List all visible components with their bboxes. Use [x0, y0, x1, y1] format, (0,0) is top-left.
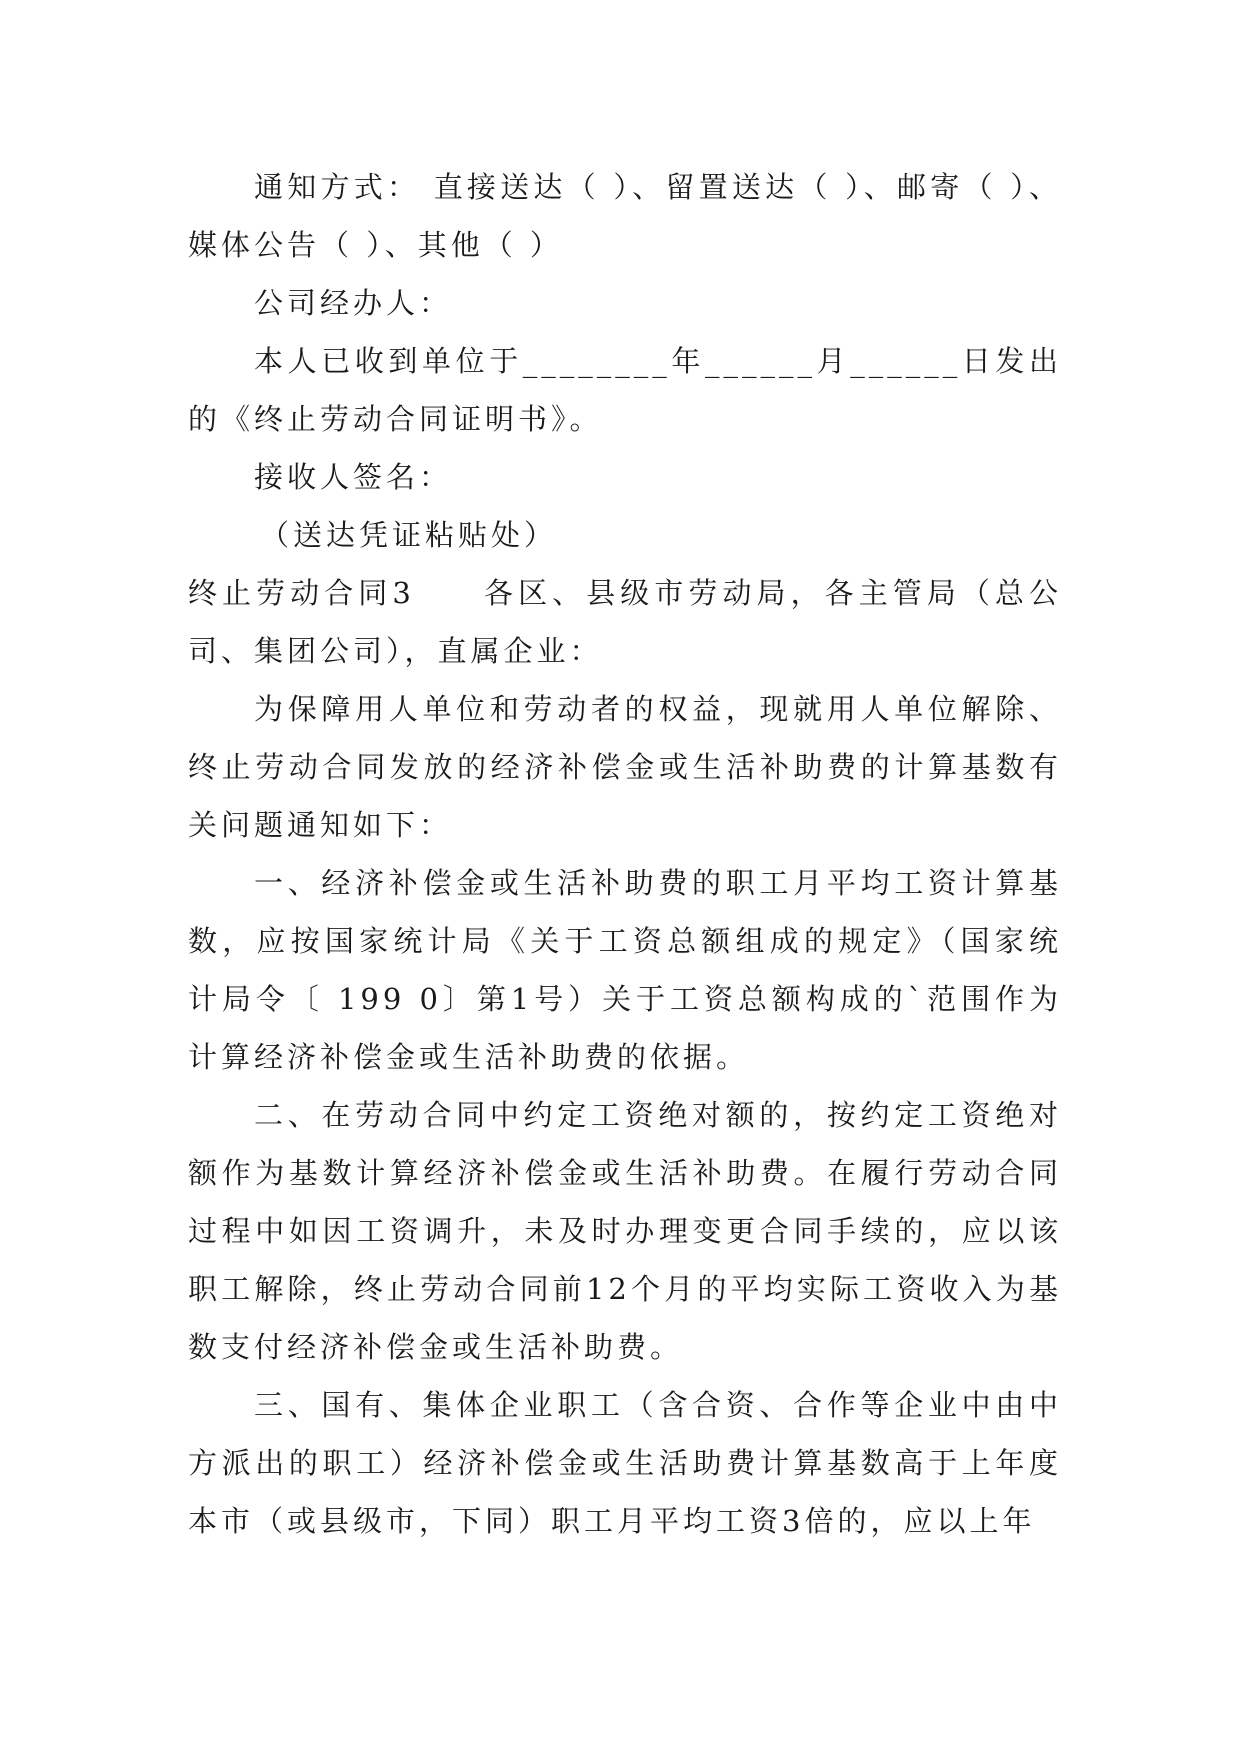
paragraph-item-3: 三、国有、集体企业职工（含合资、合作等企业中由中方派出的职工）经济补偿金或生活助费计算基数高于上年度本市（或县级市，下同）职工月平均工资3倍的，应以上年	[188, 1388, 1062, 1538]
paragraph-receipt-statement: 本人已收到单位于________年______月______日发出的《终止劳动合同证明书》。	[188, 344, 1062, 436]
paragraph-item-2: 二、在劳动合同中约定工资绝对额的，按约定工资绝对额作为基数计算经济补偿金或生活补助费。在履行劳动合同过程中如因工资调升，未及时办理变更合同手续的，应以该职工解除，终止劳动合同前12个月的平均实际工资收入为基数支付经济补偿金或生活补助费。	[188, 1098, 1062, 1364]
paragraph-intro: 为保障用人单位和劳动者的权益，现就用人单位解除、终止劳动合同发放的经济补偿金或生活补助费的计算基数有关问题通知如下：	[188, 692, 1062, 842]
paragraph-section-heading: 终止劳动合同3 各区、县级市劳动局，各主管局（总公司、集团公司），直属企业：	[188, 576, 1062, 668]
paragraph-recipient-signature: 接收人签名：	[254, 460, 453, 494]
paragraph-company-agent: 公司经办人：	[254, 286, 453, 320]
paragraph-delivery-voucher: （送达凭证粘贴处）	[260, 518, 558, 552]
document-body	[188, 158, 1062, 1550]
paragraph-item-1: 一、经济补偿金或生活补助费的职工月平均工资计算基数，应按国家统计局《关于工资总额组成的规定》（国家统计局令〔 199 0〕第1号）关于工资总额构成的`范围作为计算经济补偿金或生活补助费的依据。	[188, 866, 1062, 1074]
paragraph-notice-method: 通知方式： 直接送达（ ）、留置送达（ ）、邮寄（ ）、媒体公告（ ）、其他（ ）	[188, 170, 1062, 262]
